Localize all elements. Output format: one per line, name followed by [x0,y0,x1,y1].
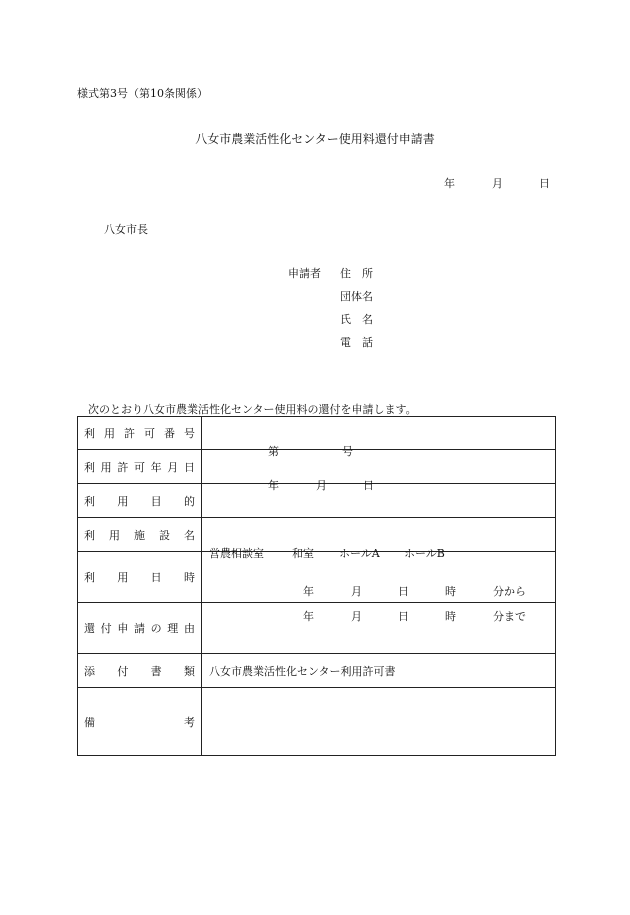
applicant-label: 申請者 [288,267,321,280]
document-title: 八女市農業活性化センター使用料還付申請書 [195,132,435,146]
permit-date-label: 利 用 許 可 年 月 日 [78,450,202,484]
addressee: 八女市長 [104,223,148,236]
applicant-address-label: 住 所 [340,267,373,280]
applicant-organization-label: 団体名 [340,290,373,303]
purpose-label: 利 用 目 的 [78,484,202,518]
applicant-phone-label: 電 話 [340,336,373,349]
form-number: 様式第3号（第10条関係） [77,87,208,100]
permit-date-field[interactable] [202,450,556,492]
facility-field[interactable] [202,518,556,560]
purpose-field[interactable] [202,484,556,518]
row-facility [78,518,556,552]
facility-option-japanese-room[interactable]: 和室 [292,546,314,560]
permit-date-month: 月 [316,478,327,492]
request-statement: 次のとおり八女市農業活性化センター使用料の還付を申請します。 [88,403,417,416]
datetime-to-month: 月 [351,610,362,623]
row-datetime [78,552,556,603]
remarks-field[interactable] [202,688,556,756]
row-attachments [78,654,556,688]
datetime-label: 利 用 日 時 [78,552,202,603]
row-permit-date [78,450,556,484]
datetime-to-day: 日 [398,610,409,623]
row-permit-number [78,417,556,450]
facility-label: 利 用 施 設 名 [78,518,202,552]
applicant-name-label: 氏 名 [340,313,373,326]
application-table [77,416,556,756]
permit-number-label: 利 用 許 可 番 号 [78,417,202,450]
row-refund-reason [78,603,556,654]
attachments-label: 添 付 書 類 [78,654,202,688]
datetime-from-month: 月 [351,585,362,598]
date-day-label: 日 [539,177,550,190]
facility-option-hall-b[interactable]: ホールB [404,546,445,560]
permit-number-prefix: 第 [268,445,279,458]
permit-number-suffix: 号 [342,445,353,458]
date-year-label: 年 [444,177,455,190]
datetime-to-minute: 分まで [493,610,526,623]
row-remarks [78,688,556,756]
refund-reason-label: 還 付 申 請 の 理 由 [78,603,202,654]
datetime-to-year: 年 [303,610,314,623]
datetime-from-minute: 分から [493,585,526,598]
facility-option-consultation-room[interactable]: 営農相談室 [209,546,264,560]
datetime-from-hour: 時 [445,585,456,598]
permit-date-year: 年 [268,478,279,492]
datetime-from-year: 年 [303,585,314,598]
date-month-label: 月 [492,177,503,190]
permit-number-field[interactable] [202,417,556,458]
permit-date-day: 日 [363,478,374,492]
facility-option-hall-a[interactable]: ホールA [339,546,380,560]
remarks-label: 備 考 [78,688,202,756]
datetime-to-hour: 時 [445,610,456,623]
datetime-from-day: 日 [398,585,409,598]
attachments-value: 八女市農業活性化センター利用許可書 [202,654,556,688]
